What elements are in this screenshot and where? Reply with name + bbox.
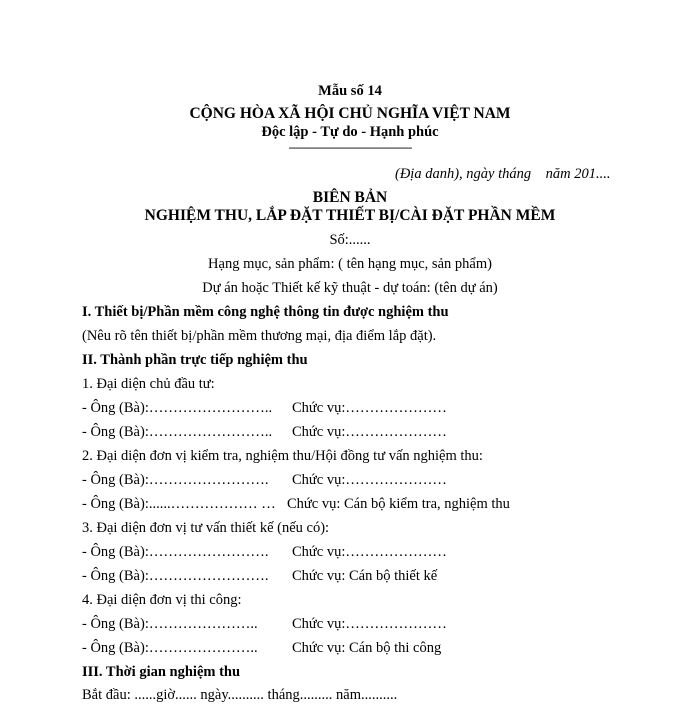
section-2-heading: II. Thành phần trực tiếp nghiệm thu xyxy=(82,352,308,368)
section-1-note: (Nêu rõ tên thiết bị/phần mềm thương mại, địa điểm lắp đặt). xyxy=(82,328,437,344)
document-number: Số:...... xyxy=(329,232,371,248)
national-title: CỘNG HÒA XÃ HỘI CHỦ NGHĨA VIỆT NAM xyxy=(189,105,511,122)
group-title: 4. Đại diện đơn vị thi công: xyxy=(82,592,242,608)
member-role: Chức vụ:………………… xyxy=(292,472,447,488)
form-number: Mẫu số 14 xyxy=(318,83,382,99)
document-title: BIÊN BẢN xyxy=(312,189,388,206)
member-role: Chức vụ: Cán bộ thi công xyxy=(292,640,442,656)
place-date-line: (Địa danh), ngày tháng năm 201.... xyxy=(395,166,611,182)
item-name-line: Hạng mục, sản phẩm: ( tên hạng mục, sản phẩm) xyxy=(208,256,492,272)
project-name-line: Dự án hoặc Thiết kế kỹ thuật - dự toán: (tên dự án) xyxy=(202,280,498,296)
member-name: - Ông (Bà):......……………… … xyxy=(82,496,276,512)
member-name: - Ông (Bà):……………………. xyxy=(82,472,269,488)
member-role: Chức vụ:………………… xyxy=(292,424,447,440)
member-name: - Ông (Bà):……………………. xyxy=(82,568,269,584)
member-role: Chức vụ: Cán bộ kiểm tra, nghiệm thu xyxy=(287,496,510,512)
group-title: 2. Đại diện đơn vị kiểm tra, nghiệm thu/Hội đồng tư vấn nghiệm thu: xyxy=(82,448,483,464)
member-role: Chức vụ:………………… xyxy=(292,544,447,560)
national-motto: Độc lập - Tự do - Hạnh phúc xyxy=(261,124,439,140)
member-name: - Ông (Bà):…………………….. xyxy=(82,424,273,440)
member-role: Chức vụ: Cán bộ thiết kế xyxy=(292,568,438,584)
group-title: 3. Đại diện đơn vị tư vấn thiết kế (nếu có): xyxy=(82,520,330,536)
section-3-heading: III. Thời gian nghiệm thu xyxy=(82,664,241,680)
start-time-line: Bắt đầu: ......giờ...... ngày.......... tháng......... năm.......... xyxy=(82,687,398,703)
section-1-heading: I. Thiết bị/Phần mềm công nghệ thông tin được nghiệm thu xyxy=(82,304,449,320)
document-subtitle: NGHIỆM THU, LẮP ĐẶT THIẾT BỊ/CÀI ĐẶT PHẦN MỀM xyxy=(144,207,556,224)
member-name: - Ông (Bà):………………….. xyxy=(82,616,258,632)
group-title: 1. Đại diện chủ đầu tư: xyxy=(82,376,215,392)
header-rule: ----------------------------------------- xyxy=(288,140,412,154)
member-name: - Ông (Bà):……………………. xyxy=(82,544,269,560)
member-role: Chức vụ:………………… xyxy=(292,616,447,632)
member-name: - Ông (Bà):…………………….. xyxy=(82,400,273,416)
member-role: Chức vụ:………………… xyxy=(292,400,447,416)
member-name: - Ông (Bà):………………….. xyxy=(82,640,258,656)
